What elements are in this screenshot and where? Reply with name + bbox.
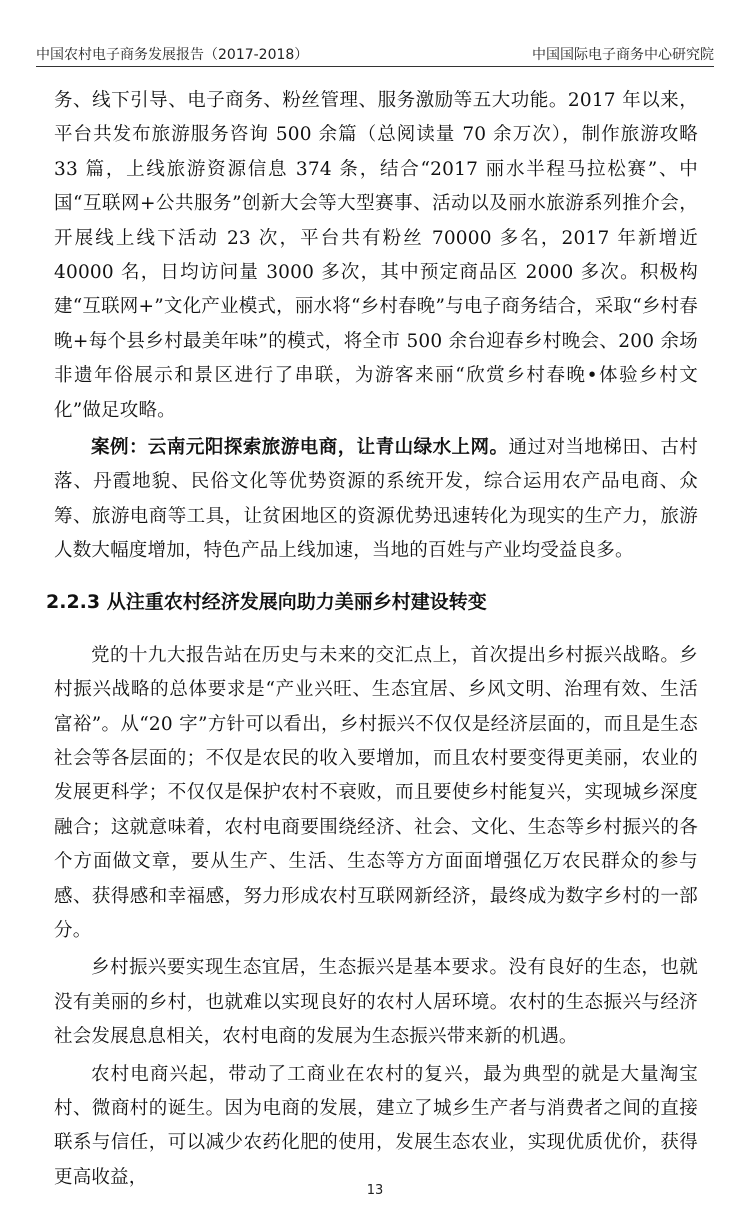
paragraph-ecological-livability: 乡村振兴要实现生态宜居，生态振兴是基本要求。没有良好的生态，也就没有美丽的乡村，也就难以实现良好的农村人居环境。农村的生态振兴与经济社会发展息息相关，农村电商的发展为生态振兴带来新的机遇。	[54, 957, 698, 1048]
paragraph-rural-revitalization: 党的十九大报告站在历史与未来的交汇点上，首次提出乡村振兴战略。乡村振兴战略的总体要求是“产业兴旺、生态宜居、乡风文明、治理有效、生活富裕”。从“20 字”方针可以看出，乡村振兴不仅仅是经济层面的，而且是生态社会等各层面的；不仅是农民的收入要增加，而且农村要变得更美丽，农业的发展更科学；不仅仅是保护农村不衰败，而且要使乡村能复兴，实现城乡深度融合；这就意味着，农村电商要围绕经济、社会、文化、生态等乡村振兴的各个方面做文章，要从生产、生活、生态等方方面面增强亿万农民群众的参与感、获得感和幸福感，努力形成农村互联网新经济，最终成为数字乡村的一部分。	[54, 644, 698, 941]
paragraph-tourism-platform: 务、线下引导、电子商务、粉丝管理、服务激励等五大功能。2017 年以来，平台共发布旅游服务咨询 500 余篇（总阅读量 70 余万次），制作旅游攻略 33 篇，上线旅游资源信息 374 条，结合“2017 丽水半程马拉松赛”、中国“互联网+公共服务”创新大会等大型赛事、活动以及丽水旅游系列推介会，开展线上线下活动 23 次，平台共有粉丝 70000 多名，2017 年新增近 40000 名，日均访问量 3000 多次，其中预定商品区 2000 多次。积极构建“互联网+”文化产业模式，丽水将“乡村春晚”与电子商务结合，采取“乡村春晚+每个县乡村最美年味”的模式，将全市 500 余台迎春乡村晚会、200 余场非遗年俗展示和景区进行了串联，为游客来丽“欣赏乡村春晚•体验乡村文化”做足攻略。	[54, 90, 698, 421]
header-report-title: 中国农村电子商务发展报告（2017-2018）	[36, 47, 309, 63]
header-institution: 中国国际电子商务中心研究院	[532, 47, 714, 63]
page-header	[36, 40, 714, 64]
case-title: 案例：云南元阳探索旅游电商，让青山绿水上网。	[91, 437, 509, 459]
header-divider	[36, 66, 714, 67]
section-heading: 2.2.3 从注重农村经济发展向助力美丽乡村建设转变	[46, 590, 487, 613]
paragraph-case-yunnan	[54, 431, 698, 569]
page-body	[46, 84, 698, 1198]
paragraph-ecommerce-rise: 农村电商兴起，带动了工商业在农村的复兴，最为典型的就是大量淘宝村、微商村的诞生。因为电商的发展，建立了城乡生产者与消费者之间的直接联系与信任，可以减少农药化肥的使用，发展生态农业，实现优质优价，获得更高收益，	[54, 1063, 698, 1188]
case-body: 通过对当地梯田、古村落、丹霞地貌、民俗文化等优势资源的系统开发，综合运用农产品电商、众筹、旅游电商等工具，让贫困地区的资源优势迅速转化为现实的生产力，旅游人数大幅度增加，特色产品上线加速，当地的百姓与产业均受益良多。	[54, 437, 698, 562]
page-number: 13	[366, 1183, 384, 1198]
